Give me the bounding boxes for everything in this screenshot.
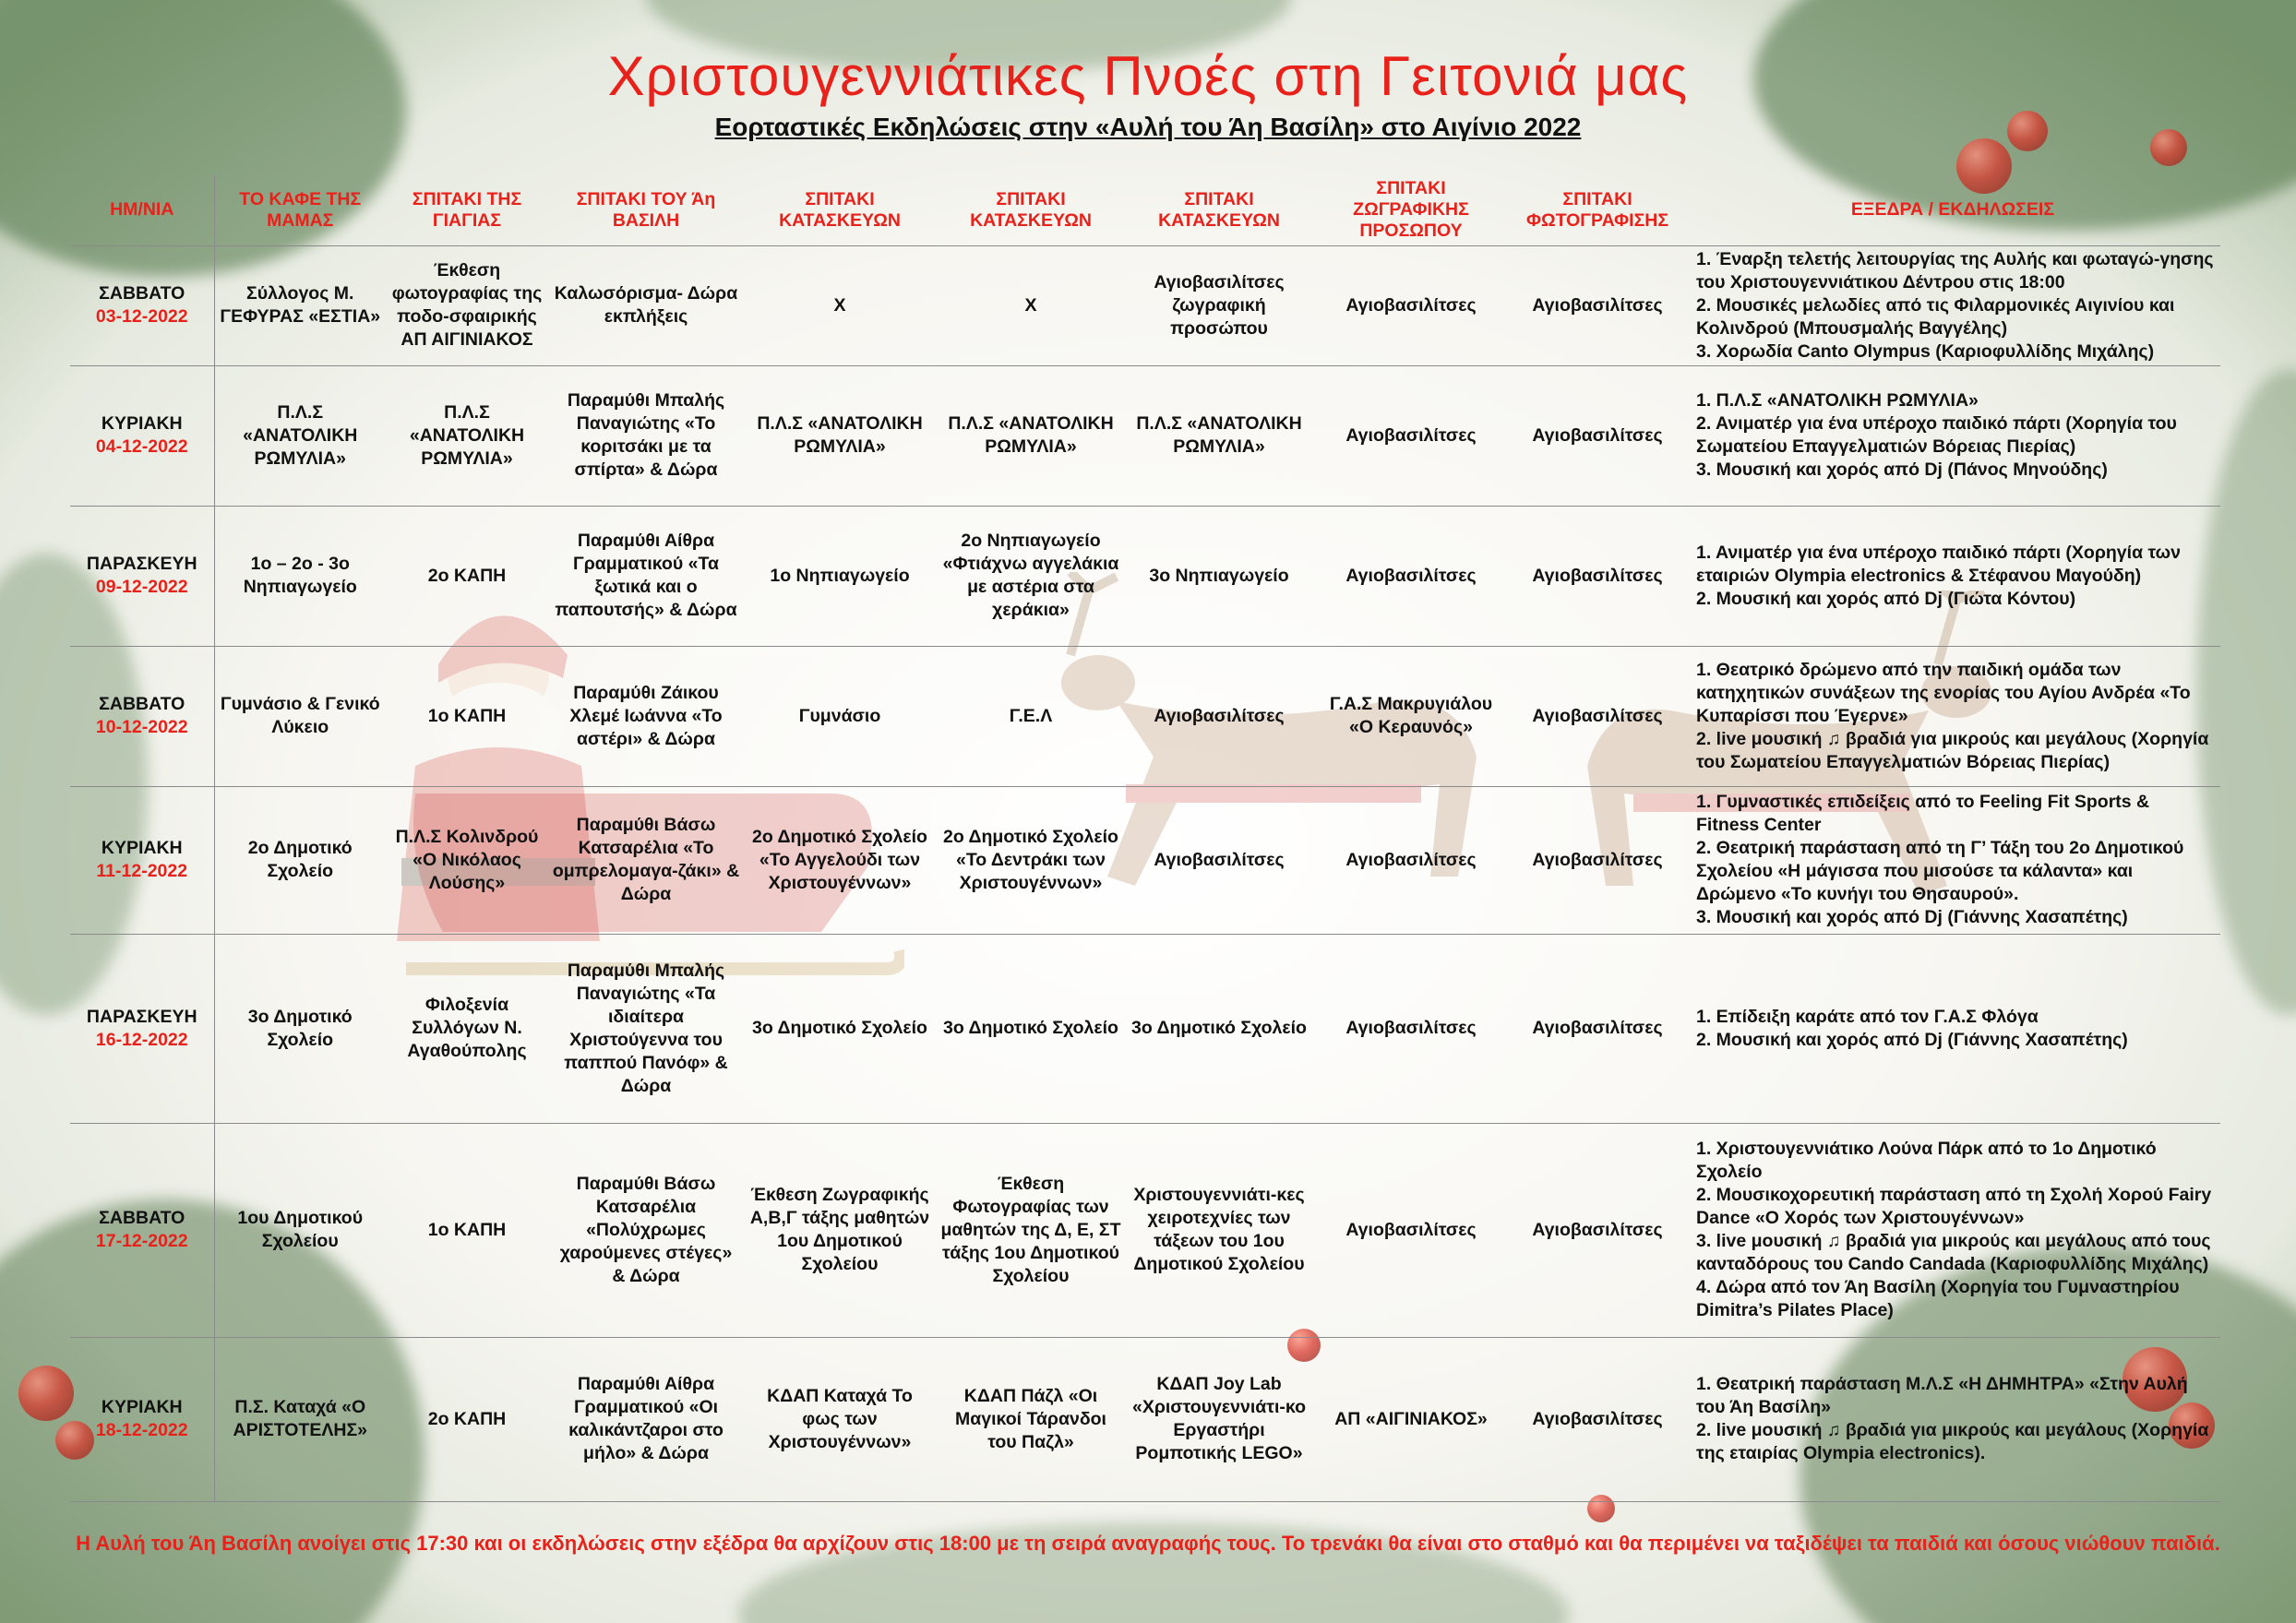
date-label: 09-12-2022 — [95, 577, 188, 597]
event-item: 2. Μουσική και χορός από Dj (Γιώτα Κόντου) — [1696, 588, 2076, 609]
day-label: ΚΥΡΙΑΚΗ — [101, 838, 183, 858]
schedule-cell: 1ο ΚΑΠΗ — [386, 1123, 548, 1337]
event-item: 3. Μουσική και χορός από Dj (Πάνος Μηνούδης) — [1696, 459, 2108, 480]
day-label: ΚΥΡΙΑΚΗ — [101, 413, 183, 434]
table-row — [70, 1123, 2220, 1337]
schedule-cell: Χ — [936, 245, 1126, 365]
event-item: 1. Θεατρική παράσταση Μ.Λ.Σ «Η ΔΗΜΗΤΡΑ» «Στην Αυλή του Άη Βασίλη» — [1696, 1374, 2188, 1417]
event-item: 1. Π.Λ.Σ «ΑΝΑΤΟΛΙΚΗ ΡΩΜΥΛΙΑ» — [1696, 390, 1979, 411]
schedule-cell: Σύλλογος Μ. ΓΕΦΥΡΑΣ «ΕΣΤΙΑ» — [214, 245, 386, 365]
date-cell — [70, 1123, 214, 1337]
schedule-cell: Έκθεση φωτογραφίας της ποδο-σφαιρικής ΑΠ ΑΙΓΙΝΙΑΚΟΣ — [386, 245, 548, 365]
schedule-cell: Χ — [744, 245, 936, 365]
date-cell — [70, 934, 214, 1123]
table-row — [70, 365, 2220, 506]
schedule-cell: Παραμύθι Βάσω Κατσαρέλια «Το ομπρελομαγα-ζάκι» & Δώρα — [548, 786, 744, 934]
schedule-cell: 2ο Δημοτικό Σχολείο «Το Δεντράκι των Χριστουγέννων» — [936, 786, 1126, 934]
column-header: ΣΠΙΤΑΚΙ ΤΗΣ ΓΙΑΓΙΑΣ — [386, 175, 548, 245]
date-cell — [70, 506, 214, 646]
event-item: 2. Μουσική και χορός από Dj (Γιάννης Χασαπέτης) — [1696, 1029, 2128, 1050]
schedule-cell: Καλωσόρισμα- Δώρα εκπλήξεις — [548, 245, 744, 365]
schedule-cell: 3ο Νηπιαγωγείο — [1126, 506, 1312, 646]
schedule-cell: Παραμύθι Αίθρα Γραμματικού «Τα ξωτικά και ο παπουτσής» & Δώρα — [548, 506, 744, 646]
event-item: 2. Μουσικές μελωδίες από τις Φιλαρμονικές Αιγινίου και Κολινδρού (Μπουσμαλής Βαγγέλης) — [1696, 294, 2175, 339]
column-header: ΗΜ/ΝΙΑ — [70, 175, 214, 245]
day-label: ΚΥΡΙΑΚΗ — [101, 1397, 183, 1417]
schedule-cell: Αγιοβασιλίτσες — [1510, 1123, 1685, 1337]
events-cell — [1685, 365, 2220, 506]
schedule-cell: Αγιοβασιλίτσες — [1312, 245, 1510, 365]
schedule-cell: ΚΔΑΠ Joy Lab «Χριστουγεννιάτι-κο Εργαστήρι Ρομποτικής LEGO» — [1126, 1337, 1312, 1501]
schedule-cell: Αγιοβασιλίτσες — [1312, 1123, 1510, 1337]
schedule-cell: Π.Λ.Σ «ΑΝΑΤΟΛΙΚΗ ΡΩΜΥΛΙΑ» — [386, 365, 548, 506]
schedule-cell: 1ο – 2ο - 3ο Νηπιαγωγείο — [214, 506, 386, 646]
column-header: ΣΠΙΤΑΚΙ ΚΑΤΑΣΚΕΥΩΝ — [1126, 175, 1312, 245]
schedule-cell: 1ο ΚΑΠΗ — [386, 646, 548, 786]
events-cell — [1685, 786, 2220, 934]
schedule-cell: Αγιοβασιλίτσες — [1312, 934, 1510, 1123]
day-label: ΠΑΡΑΣΚΕΥΗ — [86, 1006, 197, 1027]
schedule-cell: Αγιοβασιλίτσες — [1510, 506, 1685, 646]
page-title: Χριστουγεννιάτικες Πνοές στη Γειτονιά μας — [607, 45, 1689, 107]
schedule-cell: Π.Λ.Σ «ΑΝΑΤΟΛΙΚΗ ΡΩΜΥΛΙΑ» — [1126, 365, 1312, 506]
schedule-cell: 2ο ΚΑΠΗ — [386, 506, 548, 646]
event-item: 1. Γυμναστικές επιδείξεις από το Feeling Fit Sports & Fitness Center — [1696, 792, 2150, 835]
day-label: ΣΑΒΒΑΤΟ — [99, 694, 185, 714]
schedule-cell: 1ο Νηπιαγωγείο — [744, 506, 936, 646]
schedule-cell: Αγιοβασιλίτσες — [1510, 245, 1685, 365]
event-item: 3. Μουσική και χορός από Dj (Γιάννης Χασαπέτης) — [1696, 907, 2128, 927]
event-item: 1. Έναρξη τελετής λειτουργίας της Αυλής και φωταγώ-γησης του Χριστουγεννιάτικου Δέντρου στις 18:00 — [1696, 248, 2214, 292]
schedule-cell: Παραμύθι Μπαλής Παναγιώτης «Το κοριτσάκι με τα σπίρτα» & Δώρα — [548, 365, 744, 506]
schedule-cell: Αγιοβασιλίτσες — [1312, 365, 1510, 506]
schedule-cell: Π.Λ.Σ «ΑΝΑΤΟΛΙΚΗ ΡΩΜΥΛΙΑ» — [744, 365, 936, 506]
date-label: 10-12-2022 — [95, 717, 188, 737]
schedule-cell: Παραμύθι Αίθρα Γραμματικού «Οι καλικάντζαροι στο μήλο» & Δώρα — [548, 1337, 744, 1501]
schedule-cell: 2ο Δημοτικό Σχολείο — [214, 786, 386, 934]
date-cell — [70, 786, 214, 934]
schedule-cell: Αγιοβασιλίτσες ζωγραφική προσώπου — [1126, 245, 1312, 365]
event-item: 4. Δώρα από τον Άη Βασίλη (Χορηγία του Γυμναστηρίου Dimitra’s Pilates Place) — [1696, 1277, 2180, 1320]
schedule-table — [70, 175, 2220, 1502]
schedule-cell: ΚΔΑΠ Πάζλ «Οι Μαγικοί Τάρανδοι του Παζλ» — [936, 1337, 1126, 1501]
schedule-cell: ΚΔΑΠ Καταχά Το φως των Χριστουγέννων» — [744, 1337, 936, 1501]
schedule-cell: Αγιοβασιλίτσες — [1510, 1337, 1685, 1501]
event-item: 1. Θεατρικό δρώμενο από την παιδική ομάδα των κατηχητικών συνάξεων της ενορίας του Αγίου Ανδρέα «Το Κυπαρίσσι που Έγερνε» — [1696, 659, 2191, 726]
schedule-cell: Γυμνάσιο & Γενικό Λύκειο — [214, 646, 386, 786]
day-label: ΣΑΒΒΑΤΟ — [99, 283, 185, 304]
table-row — [70, 245, 2220, 365]
event-item: 2. Μουσικοχορευτική παράσταση από τη Σχολή Χορού Fairy Dance «Ο Χορός των Χριστουγέννων» — [1696, 1185, 2212, 1228]
date-cell — [70, 245, 214, 365]
column-header: ΣΠΙΤΑΚΙ ΤΟΥ Άη ΒΑΣΙΛΗ — [548, 175, 744, 245]
schedule-cell: 3ο Δημοτικό Σχολείο — [936, 934, 1126, 1123]
table-row — [70, 786, 2220, 934]
date-label: 16-12-2022 — [95, 1029, 188, 1050]
schedule-cell: 3ο Δημοτικό Σχολείο — [214, 934, 386, 1123]
schedule-cell: 3ο Δημοτικό Σχολείο — [1126, 934, 1312, 1123]
footer-note: Η Αυλή του Άη Βασίλη ανοίγει στις 17:30 και οι εκδηλώσεις στην εξέδρα θα αρχίζουν στις 18:00 με τη σειρά αναγραφής τους. Το τρενάκι θα είναι στο σταθμό και θα περιμένει να ταξιδέψει τα παιδιά και όσους νιώθουν παιδιά. — [76, 1532, 2220, 1555]
event-item: 1. Επίδειξη καράτε από τον Γ.Α.Σ Φλόγα — [1696, 1006, 2039, 1027]
schedule-cell: 3ο Δημοτικό Σχολείο — [744, 934, 936, 1123]
table-row — [70, 934, 2220, 1123]
day-label: ΣΑΒΒΑΤΟ — [99, 1208, 185, 1228]
schedule-cell: Π.Σ. Καταχά «Ο ΑΡΙΣΤΟΤΕΛΗΣ» — [214, 1337, 386, 1501]
schedule-cell: Αγιοβασιλίτσες — [1510, 646, 1685, 786]
day-label: ΠΑΡΑΣΚΕΥΗ — [86, 554, 197, 574]
event-item: 2. Ανιματέρ για ένα υπέροχο παιδικό πάρτι (Χορηγία του Σωματείου Επαγγελματιών Βόρειας Πιερίας) — [1696, 413, 2177, 457]
date-label: 04-12-2022 — [95, 436, 188, 457]
schedule-cell: Γυμνάσιο — [744, 646, 936, 786]
schedule-cell: 2ο Νηπιαγωγείο «Φτιάχνω αγγελάκια με αστέρια στα χεράκια» — [936, 506, 1126, 646]
events-cell — [1685, 506, 2220, 646]
schedule-cell: Αγιοβασιλίτσες — [1126, 786, 1312, 934]
schedule-cell: Αγιοβασιλίτσες — [1510, 934, 1685, 1123]
date-cell — [70, 365, 214, 506]
event-item: 1. Ανιματέρ για ένα υπέροχο παιδικό πάρτι (Χορηγία των εταιριών Olympia electronics & Στέφανου Μαγούδη) — [1696, 542, 2181, 586]
schedule-cell: Αγιοβασιλίτσες — [1312, 506, 1510, 646]
event-item: 2. live μουσική ♫ βραδιά για μικρούς και μεγάλους (Χορηγία της εταιρίας Olympia electronics). — [1696, 1420, 2209, 1463]
schedule-cell: Π.Λ.Σ Κολινδρού «Ο Νικόλαος Λούσης» — [386, 786, 548, 934]
schedule-cell: Γ.Ε.Λ — [936, 646, 1126, 786]
events-cell — [1685, 1123, 2220, 1337]
schedule-cell: Παραμύθι Βάσω Κατσαρέλια «Πολύχρωμες χαρούμενες στέγες» & Δώρα — [548, 1123, 744, 1337]
column-header: ΤΟ ΚΑΦΕ ΤΗΣ ΜΑΜΑΣ — [214, 175, 386, 245]
schedule-cell: Φιλοξενία Συλλόγων Ν. Αγαθούπολης — [386, 934, 548, 1123]
events-cell — [1685, 245, 2220, 365]
schedule-cell: Π.Λ.Σ «ΑΝΑΤΟΛΙΚΗ ΡΩΜΥΛΙΑ» — [214, 365, 386, 506]
column-header: ΣΠΙΤΑΚΙ ΦΩΤΟΓΡΑΦΙΣΗΣ — [1510, 175, 1685, 245]
schedule-cell: Π.Λ.Σ «ΑΝΑΤΟΛΙΚΗ ΡΩΜΥΛΙΑ» — [936, 365, 1126, 506]
schedule-cell: Αγιοβασιλίτσες — [1312, 786, 1510, 934]
column-header: ΣΠΙΤΑΚΙ ΖΩΓΡΑΦΙΚΗΣ ΠΡΟΣΩΠΟΥ — [1312, 175, 1510, 245]
schedule-cell: Έκθεση Φωτογραφίας των μαθητών της Δ, Ε, ΣΤ τάξης 1ου Δημοτικού Σχολείου — [936, 1123, 1126, 1337]
schedule-cell: 1ου Δημοτικού Σχολείου — [214, 1123, 386, 1337]
schedule-cell: ΑΠ «ΑΙΓΙΝΙΑΚΟΣ» — [1312, 1337, 1510, 1501]
event-item: 1. Χριστουγεννιάτικο Λούνα Πάρκ από το 1ο Δημοτικό Σχολείο — [1696, 1139, 2157, 1182]
date-label: 03-12-2022 — [95, 306, 188, 327]
table-row — [70, 646, 2220, 786]
table-header-row — [70, 175, 2220, 245]
date-label: 17-12-2022 — [95, 1231, 188, 1251]
column-header: ΣΠΙΤΑΚΙ ΚΑΤΑΣΚΕΥΩΝ — [744, 175, 936, 245]
event-item: 3. live μουσική ♫ βραδιά για μικρούς και μεγάλους από τους κανταδόρους του Cando Candada (Καριοφυλλίδης Μιχάλης) — [1696, 1231, 2211, 1274]
date-cell — [70, 646, 214, 786]
event-item: 2. live μουσική ♫ βραδιά για μικρούς και μεγάλους (Χορηγία του Σωματείου Επαγγελματιών Βόρειας Πιερίας) — [1696, 728, 2209, 772]
event-item: 2. Θεατρική παράσταση από τη Γ’ Τάξη του 2ο Δημοτικού Σχολείου «Η μάγισσα που μισούσε τα κάλαντα» και Δρώμενο «Το κυνήγι του Θησαυρού». — [1696, 838, 2184, 904]
schedule-cell: Αγιοβασιλίτσες — [1510, 365, 1685, 506]
events-cell — [1685, 934, 2220, 1123]
schedule-cell: Χριστουγεννιάτι-κες χειροτεχνίες των τάξεων του 1ου Δημοτικού Σχολείου — [1126, 1123, 1312, 1337]
table-row — [70, 1337, 2220, 1501]
date-label: 11-12-2022 — [96, 861, 188, 881]
page-subtitle: Εορταστικές Εκδηλώσεις στην «Αυλή του Άη Βασίλη» στο Αιγίνιο 2022 — [714, 113, 1582, 141]
schedule-cell: 2ο Δημοτικό Σχολείο «Το Αγγελούδι των Χριστουγέννων» — [744, 786, 936, 934]
table-row — [70, 506, 2220, 646]
schedule-cell: 2ο ΚΑΠΗ — [386, 1337, 548, 1501]
events-cell — [1685, 1337, 2220, 1501]
schedule-cell: Γ.Α.Σ Μακρυγιάλου «Ο Κεραυνός» — [1312, 646, 1510, 786]
event-item: 3. Χορωδία Canto Olympus (Καριοφυλλίδης Μιχάλης) — [1696, 340, 2155, 362]
schedule-cell: Έκθεση Ζωγραφικής Α,Β,Γ τάξης μαθητών 1ου Δημοτικού Σχολείου — [744, 1123, 936, 1337]
column-header: ΕΞΕΔΡΑ / ΕΚΔΗΛΩΣΕΙΣ — [1685, 175, 2220, 245]
date-label: 18-12-2022 — [95, 1420, 188, 1440]
date-cell — [70, 1337, 214, 1501]
schedule-cell: Αγιοβασιλίτσες — [1510, 786, 1685, 934]
schedule-cell: Αγιοβασιλίτσες — [1126, 646, 1312, 786]
schedule-cell: Παραμύθι Μπαλής Παναγιώτης «Τα ιδιαίτερα Χριστούγεννα του παππού Πανόφ» & Δώρα — [548, 934, 744, 1123]
column-header: ΣΠΙΤΑΚΙ ΚΑΤΑΣΚΕΥΩΝ — [936, 175, 1126, 245]
schedule-cell: Παραμύθι Ζάικου Χλεμέ Ιωάννα «Το αστέρι» & Δώρα — [548, 646, 744, 786]
events-cell — [1685, 646, 2220, 786]
